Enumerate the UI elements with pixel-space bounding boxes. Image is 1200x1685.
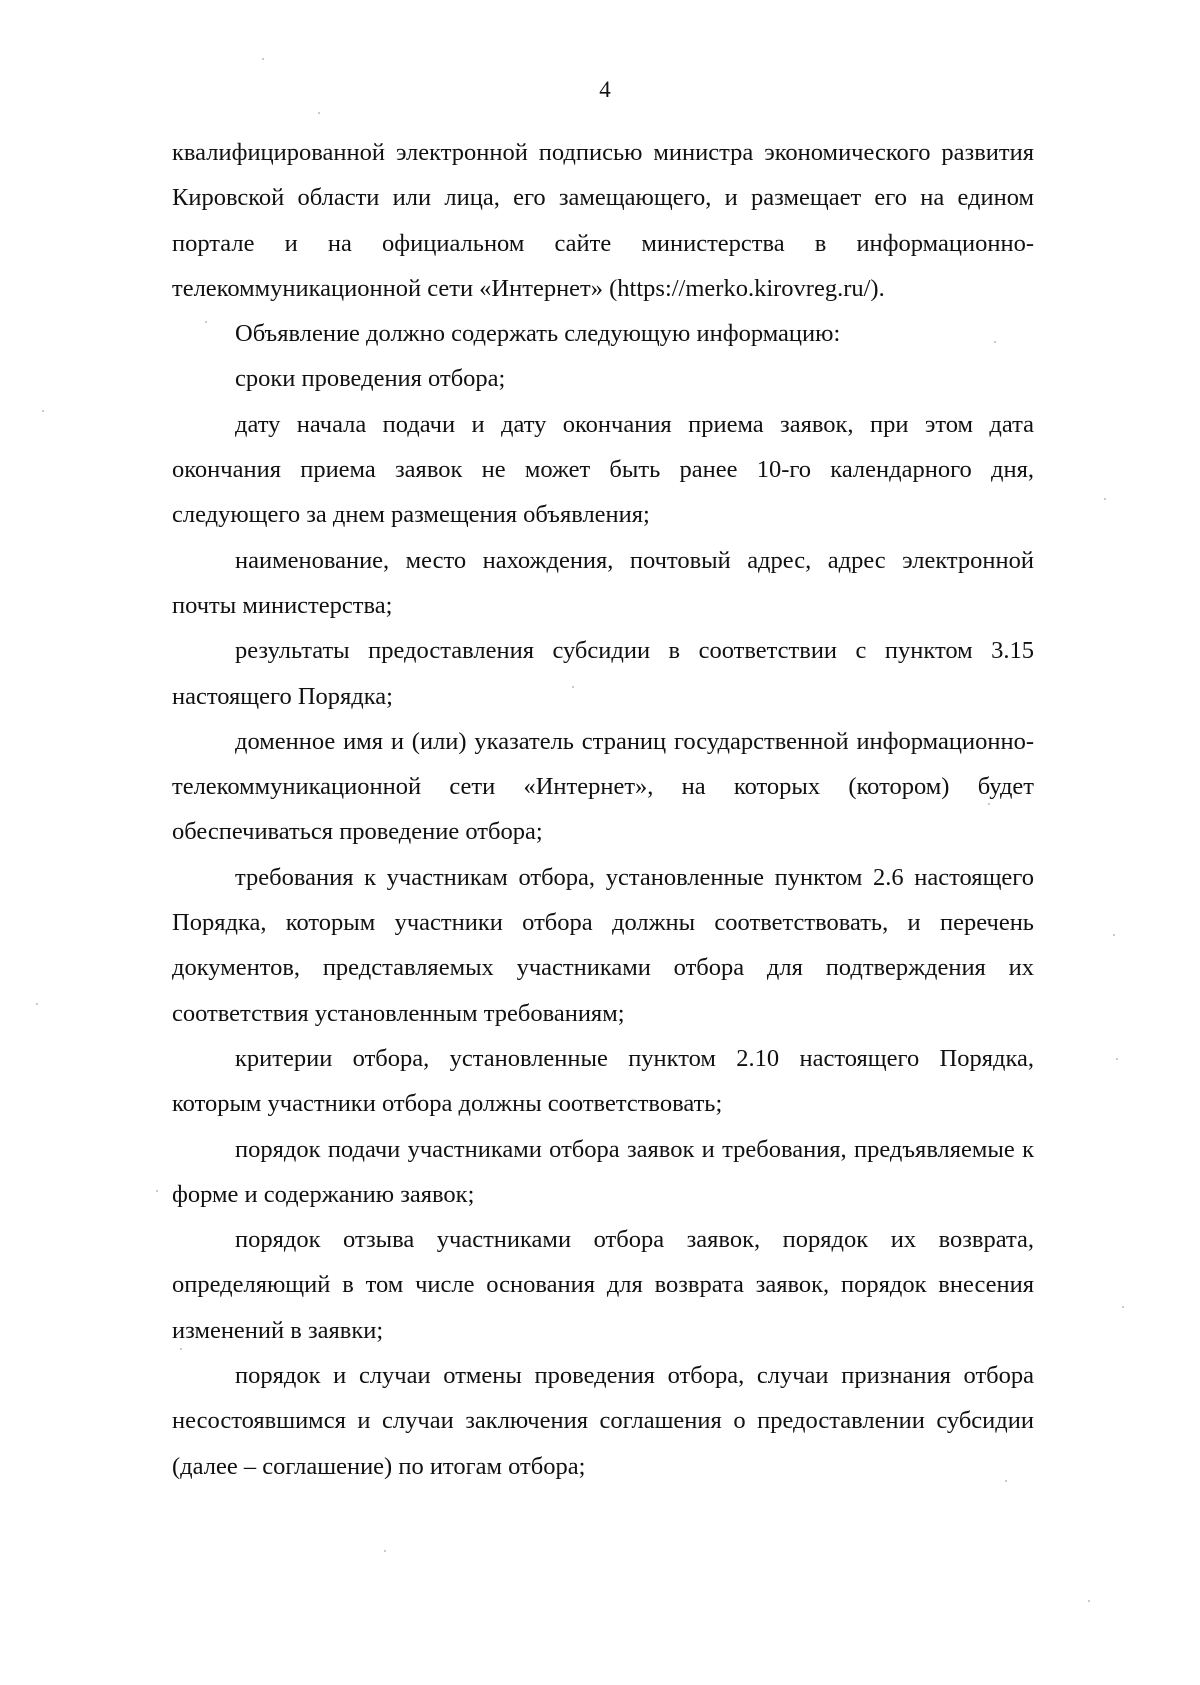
list-item-withdrawal-procedure: порядок отзыва участниками отбора заявок, порядок их возврата, определяющий в том числе основания для возврата заявок, порядок внесения изменений в заявки;	[172, 1226, 1034, 1344]
paragraph-announcement-intro: Объявление должно содержать следующую информацию:	[235, 320, 841, 348]
page-number: 4	[599, 77, 611, 102]
paragraph-continuation: квалифицированной электронной подписью министра экономического развития Кировской области или лица, его замещающего, и размещает его на едином портале и на официальном сайте министерства в информационно-телекоммуникационной сети «Интернет» (https://merko.kirovreg.ru/).	[172, 139, 1034, 302]
list-item-ministry-contacts: наименование, место нахождения, почтовый адрес, адрес электронной почты министерства;	[172, 546, 1034, 619]
list-item-selection-dates: сроки проведения отбора;	[235, 365, 506, 393]
list-item-submission-procedure: порядок подачи участниками отбора заявок и требования, предъявляемые к форме и содержанию заявок;	[172, 1135, 1034, 1208]
list-item-selection-criteria: критерии отбора, установленные пунктом 2.10 настоящего Порядка, которым участники отбора должны соответствовать;	[172, 1044, 1034, 1118]
list-item-application-dates: дату начала подачи и дату окончания приема заявок, при этом дата окончания приема заявок не может быть ранее 10-го календарного дня, следующего за днем размещения объявления;	[172, 410, 1034, 529]
list-item-cancellation-procedure: порядок и случаи отмены проведения отбора, случаи признания отбора несостоявшимся и случаи заключения соглашения о предоставлении субсидии (далее – соглашение) по итогам отбора;	[172, 1362, 1034, 1480]
list-item-subsidy-results: результаты предоставления субсидии в соответствии с пунктом 3.15 настоящего Порядка;	[172, 637, 1034, 710]
list-item-domain-name: доменное имя и (или) указатель страниц государственной информационно-телекоммуникационной сети «Интернет», на которых (котором) будет обеспечиваться проведение отбора;	[172, 727, 1034, 846]
list-item-participant-requirements: требования к участникам отбора, установленные пунктом 2.6 настоящего Порядка, которым участники отбора должны соответствовать, и перечень документов, представляемых участниками отбора для подтверждения их соответствия установленным требованиям;	[172, 863, 1034, 1027]
document-body	[172, 130, 1034, 1489]
